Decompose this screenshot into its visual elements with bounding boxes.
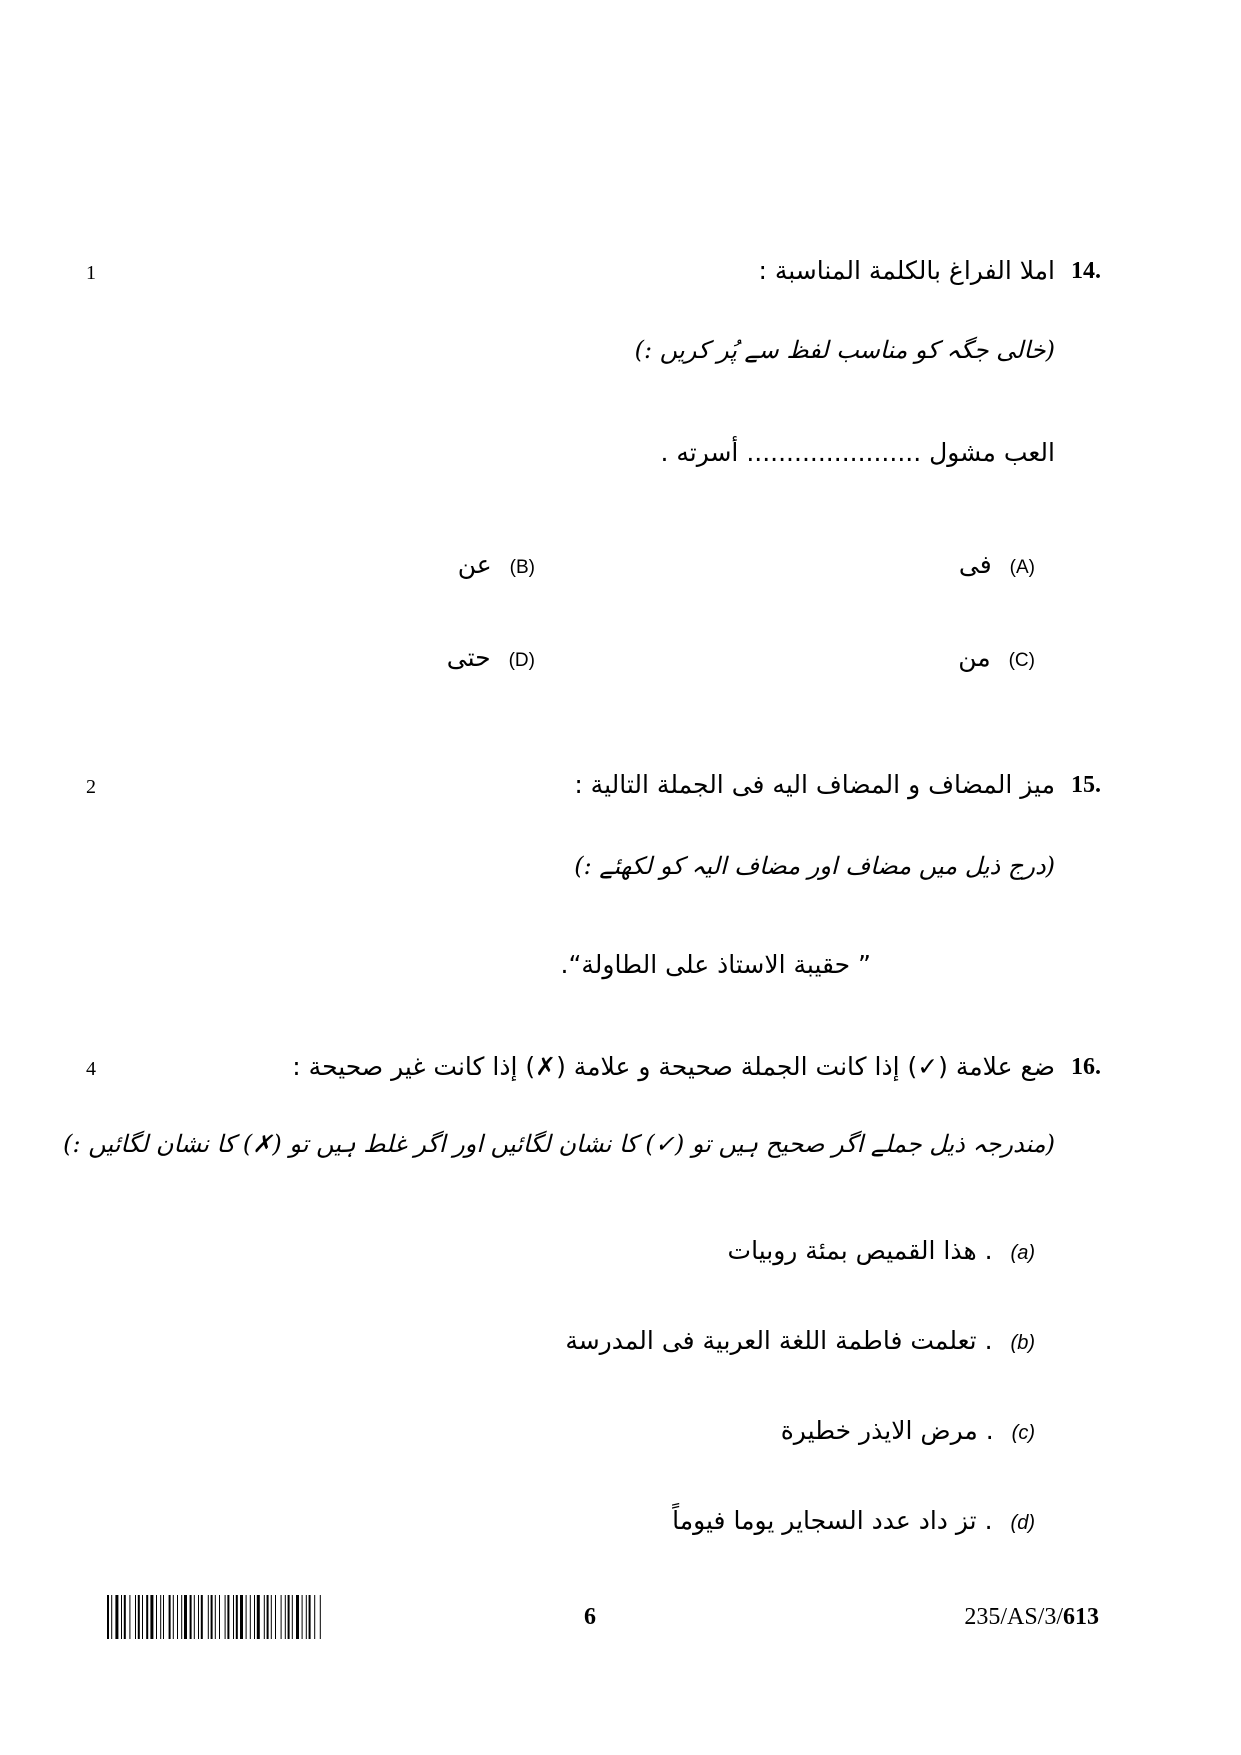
item-label: (a)	[1010, 1242, 1035, 1264]
q16-item-d[interactable]	[672, 1506, 1035, 1535]
q14-instruction-arabic: املا الفراغ بالكلمة المناسبة :	[758, 256, 1055, 285]
option-text: حتى	[446, 643, 491, 672]
q16-item-c[interactable]	[781, 1416, 1035, 1445]
paper-code-prefix: 235/AS/3/	[964, 1604, 1063, 1630]
option-label: (A)	[1009, 557, 1035, 578]
item-text: تز داد عدد السجاير يوما فيوماً .	[672, 1506, 993, 1535]
q16-number: 16.	[1071, 1054, 1101, 1080]
q14-option-d[interactable]	[447, 643, 535, 672]
item-label: (b)	[1010, 1332, 1035, 1354]
paper-code	[964, 1604, 1099, 1631]
q15-number: 15.	[1071, 772, 1101, 798]
paper-code-bold: 613	[1063, 1604, 1099, 1630]
option-label: (C)	[1008, 650, 1035, 671]
option-text: فى	[958, 550, 992, 579]
q15-marks: 2	[86, 776, 96, 798]
q16-instruction-urdu: (مندرجہ ذیل جملے اگر صحیح ہیں تو (✓) کا نشان لگائیں اور اگر غلط ہیں تو (✗) کا نشان لگائیں :)	[63, 1130, 1055, 1158]
item-label: (d)	[1010, 1512, 1035, 1534]
q14-number: 14.	[1071, 258, 1101, 284]
option-text: عن	[457, 550, 492, 579]
q14-instruction-urdu: (خالی جگہ کو مناسب لفظ سے پُر کریں :)	[634, 336, 1055, 364]
item-text: تعلمت فاطمة اللغة العربية فى المدرسة .	[565, 1326, 993, 1355]
item-text: هذا القميص بمئة روبيات .	[727, 1236, 993, 1265]
q16-item-b[interactable]	[565, 1326, 1035, 1355]
q15-instruction-arabic: ميز المضاف و المضاف اليه فى الجملة التالية :	[574, 770, 1055, 799]
item-text: مرض الايذر خطيرة .	[780, 1416, 994, 1445]
barcode-image	[107, 1595, 427, 1639]
option-label: (D)	[508, 650, 535, 671]
option-text: من	[958, 643, 991, 672]
q16-instruction-arabic: ضع علامة (✓) إذا كانت الجملة صحيحة و علامة (✗) إذا كانت غير صحيحة :	[292, 1052, 1055, 1081]
item-label: (c)	[1011, 1422, 1035, 1444]
q14-sentence: العب مشول ...................... أسرته .	[660, 438, 1055, 467]
q15-instruction-urdu: (درج ذیل میں مضاف اور مضاف الیہ کو لکھئے :)	[574, 852, 1055, 880]
q14-option-b[interactable]	[458, 550, 535, 579]
q15-sentence: ” حقيبة الاستاذ على الطاولة“.	[560, 950, 871, 979]
option-label: (B)	[509, 557, 535, 578]
q16-marks: 4	[86, 1058, 96, 1080]
q14-marks: 1	[86, 262, 96, 284]
page-number: 6	[584, 1604, 596, 1630]
q16-item-a[interactable]	[728, 1236, 1035, 1265]
q14-option-a[interactable]	[959, 550, 1035, 579]
q14-option-c[interactable]	[958, 643, 1035, 672]
